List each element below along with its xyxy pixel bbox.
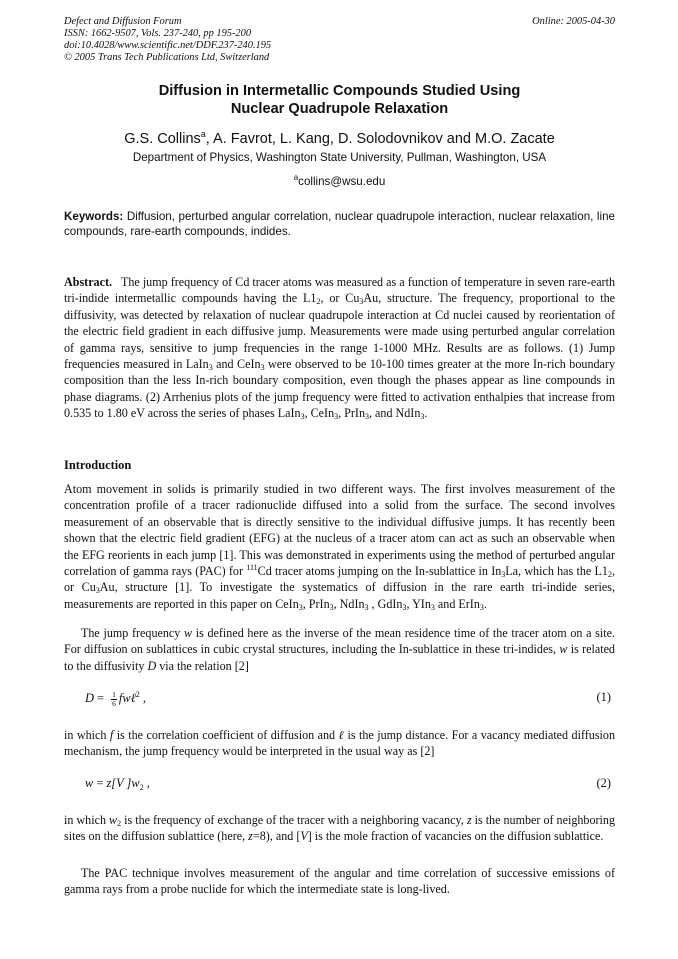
subscript: 3	[430, 602, 435, 612]
abstract-text: The jump frequency of Cd tracer atoms was measured as a function of temperature in seven rare-earth tri-indide intermetallic compounds having the L1	[64, 275, 615, 306]
paragraph-text: is the correlation coefficient of diffusion and	[113, 728, 339, 742]
paragraph-text: , GdIn	[368, 596, 403, 611]
subscript: 3	[364, 602, 369, 612]
math-symbol: fwℓ	[118, 691, 136, 705]
email-mark: a	[293, 173, 299, 182]
subscript: 2	[607, 570, 612, 580]
paragraph-text: The jump frequency	[81, 626, 185, 640]
equation-1-expression	[85, 690, 146, 708]
paragraph-text: , or Cu	[64, 564, 615, 595]
subscript: 3	[300, 412, 305, 422]
paragraph-text: La, which has the L1	[505, 564, 608, 579]
paragraph-text: , PrIn	[302, 596, 330, 611]
paragraph-text: =8), and [	[252, 829, 301, 844]
email-address[interactable]: collins@wsu.edu	[298, 174, 386, 188]
paragraph-text: ] is the mole fraction of vacancies on the diffusion sublattice.	[307, 829, 604, 844]
math-symbol: z	[466, 813, 472, 827]
math-symbol: D	[147, 658, 157, 673]
paragraph-text: Cd tracer atoms jumping on the In-sublattice in In	[257, 564, 502, 579]
paragraph-text: via the relation [2]	[156, 658, 249, 673]
keywords-text: Diffusion, perturbed angular correlation, nuclear quadrupole interaction, nuclear relaxation, line compounds, rare-earth compounds, indides.	[64, 210, 615, 238]
journal-copyright: © 2005 Trans Tech Publications Ltd, Switzerland	[64, 52, 270, 63]
section-heading-introduction: Introduction	[64, 458, 132, 472]
paragraph-text: is the number of neighboring sites on the diffusion sublattice (here,	[64, 813, 615, 844]
subscript: 3	[402, 602, 407, 612]
paragraph-text: in which	[64, 728, 110, 742]
keywords	[64, 209, 615, 239]
subscript: 3	[420, 412, 425, 422]
paragraph-text: and ErIn	[434, 596, 480, 611]
intro-paragraph-4	[64, 812, 615, 845]
journal-issn: ISSN: 1662-9507, Vols. 237-240, pp 195-200	[64, 28, 252, 39]
math-symbol: f	[109, 728, 114, 742]
abstract-text: , PrIn	[338, 406, 365, 421]
online-date: Online: 2005-04-30	[532, 16, 615, 27]
abstract-text: .	[424, 406, 428, 421]
subscript: 3	[298, 602, 303, 612]
intro-paragraph-3	[64, 727, 615, 760]
math-symbol: z	[248, 829, 253, 844]
paragraph-text: , NdIn	[333, 596, 365, 611]
paragraph-text: , YIn	[406, 596, 431, 611]
abstract-text: , or Cu	[320, 291, 360, 306]
abstract	[64, 274, 615, 422]
equation-number: (2)	[596, 776, 611, 790]
intro-paragraph-2	[64, 625, 615, 674]
paragraph-text: is related to the diffusivity	[64, 642, 615, 673]
journal-name: Defect and Diffusion Forum	[64, 16, 182, 27]
paragraph-text: is the frequency of exchange of the tracer with a neighboring vacancy,	[121, 813, 467, 827]
paragraph-text: in which	[64, 813, 110, 827]
math-symbol: w	[109, 813, 118, 827]
subscript: 3	[359, 297, 364, 307]
journal-header	[64, 16, 615, 64]
intro-paragraph-5: The PAC technique involves measurement of the angular and time correlation of successive emissions of gamma rays from a probe nuclide for which the intermediate state is long-lived.	[64, 866, 615, 897]
paragraph-text: Au, structure [1]. To investigate the systematics of diffusion in the rare earth tri-indide series, measurements are reported in this paper on CeIn	[64, 580, 615, 611]
equation-2	[64, 776, 615, 794]
author-email	[64, 171, 615, 189]
math-symbol: w	[559, 642, 568, 657]
math-operator: =	[93, 691, 108, 705]
equation-2-expression	[85, 776, 150, 792]
superscript: 2	[135, 690, 140, 699]
subscript: 3	[501, 570, 506, 580]
paragraph-text: Atom movement in solids is primarily studied in two different ways. The first involves measurement of the concentration profile of a tracer radionuclide diffused into a solid from the surface. The second involves measurement of an observable that is directly sensitive to the individual diffusive jumps. It has recently been shown that the electric field gradient (EFG) at the nucleus of a tracer atom can act as such an observable when the EFG reorients in each jump [1]. This was demonstrated in experiments using the method of perturbed angular correlation of gamma rays (PAC) for	[64, 482, 615, 579]
author-affiliation-mark: a	[200, 129, 206, 139]
subscript: 3	[260, 363, 265, 373]
fraction	[111, 691, 117, 708]
subscript: 2	[117, 819, 122, 828]
math-symbol: w	[85, 776, 94, 790]
subscript: 3	[479, 602, 484, 612]
subscript: 3	[334, 412, 339, 422]
fraction-numerator: 1	[112, 689, 116, 699]
fraction-denominator: 6	[112, 698, 116, 708]
subscript: 3	[365, 412, 369, 422]
other-authors: , A. Favrot, L. Kang, D. Solodovnikov and M.O. Zacate	[205, 130, 555, 147]
keywords-label: Keywords:	[64, 210, 124, 223]
intro-paragraph-1	[64, 481, 615, 612]
math-symbol: w	[184, 626, 193, 640]
abstract-label: Abstract.	[64, 275, 113, 289]
first-author: G.S. Collins	[124, 130, 201, 147]
abstract-text: were observed to be 10-100 times greater at the more In-rich boundary composition than the less In-rich boundary composition, even though the phases appear as line compounds in phase diagrams. (2) Arrhenius plots of the jump frequency were fitted to activation enthalpies that increase from 0.535 to 1.80 eV across the series of phases LaIn	[64, 357, 615, 421]
math-punctuation: ,	[139, 691, 146, 705]
abstract-text: and CeIn	[212, 357, 261, 372]
journal-doi[interactable]: doi:10.4028/www.scientific.net/DDF.237-240.195	[64, 40, 272, 51]
subscript: 3	[95, 586, 100, 596]
equation-number: (1)	[596, 690, 611, 704]
paper-title-line-1: Diffusion in Intermetallic Compounds Studied Using	[158, 83, 521, 99]
math-symbol: ℓ	[338, 728, 345, 742]
paper-title-line-2: Nuclear Quadrupole Relaxation	[230, 101, 449, 117]
subscript: 3	[208, 363, 213, 373]
equation-1	[64, 690, 615, 708]
subscript: 2	[139, 783, 144, 792]
abstract-text: Au, structure. The frequency, proportional to the diffusivity, was detected by relaxation of nuclear quadrupole interaction at Cd nuclei caused by reorientation of the electric field gradient in each diffusive jump. Measurements were made using perturbed angular correlation of gamma rays, sensitive to jump frequencies in the range 1-1000 MHz. Results are as follows. (1) Jump frequencies measured in LaIn	[64, 291, 615, 372]
author-list	[64, 125, 615, 148]
paragraph-text: .	[483, 596, 487, 611]
math-symbol: z[V ]w	[106, 776, 140, 790]
math-operator: =	[93, 776, 107, 790]
subscript: 3	[329, 602, 334, 612]
paragraph-text: is defined here as the inverse of the mean residence time of the tracer atom on a site. For diffusion on sublattices in cubic crystal structures, including the In-sublattice in these tri-indides,	[64, 626, 615, 657]
paragraph-text: is the jump distance. For a vacancy mediated diffusion mechanism, the jump frequency would be interpreted in the usual way as [2]	[64, 728, 615, 759]
math-symbol: V	[300, 829, 308, 844]
abstract-text: , CeIn	[304, 406, 335, 421]
superscript: 111	[246, 563, 258, 573]
math-symbol: D	[85, 691, 94, 705]
paper-title	[64, 82, 615, 118]
abstract-text: , and NdIn	[369, 406, 421, 421]
math-punctuation: ,	[143, 776, 150, 790]
subscript: 2	[316, 297, 321, 307]
affiliation: Department of Physics, Washington State University, Pullman, Washington, USA	[132, 151, 547, 164]
